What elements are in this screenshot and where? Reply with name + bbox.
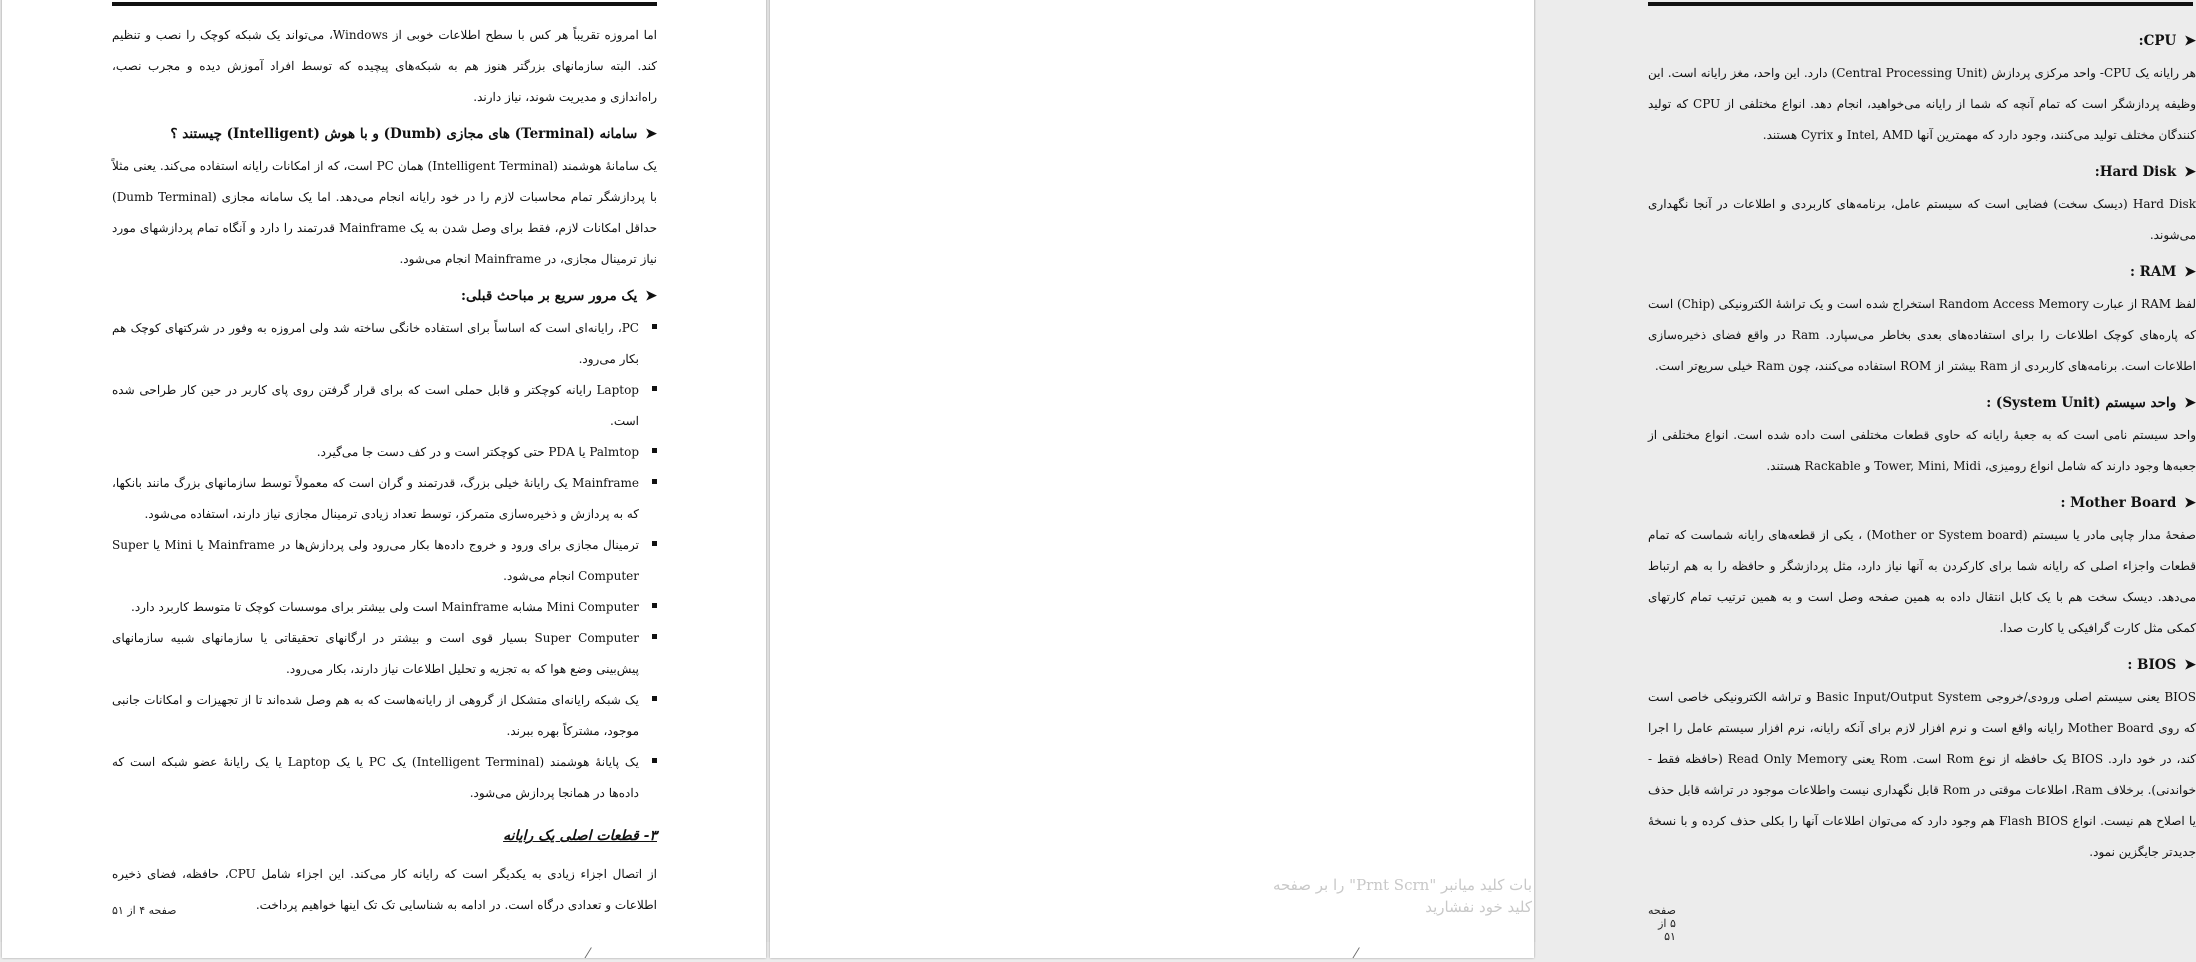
- review-list: [112, 313, 657, 809]
- arrow-bullet-icon: ➤: [2184, 395, 2196, 411]
- square-bullet-icon: [652, 448, 657, 453]
- page-corner-icon: ⁄: [1355, 946, 1358, 962]
- square-bullet-icon: [652, 541, 657, 546]
- terminal-paragraph: یک سامانهٔ هوشمند (Intelligent Terminal) همان PC است، که از امکانات رایانه استفاده می‌کند. یعنی مثلاً با پردازشگر تمام محاسبات لازم را در خود رایانه انجام می‌دهد. اما یک سامانه مجازی (Dumb Terminal) حداقل امکانات لازم، فقط برای وصل شدن به یک Mainframe قدرتمند را دارد و آنگاه تمام پردازشهای مورد نیاز ترمینال مجازی، در Mainframe انجام می‌شود.: [112, 159, 658, 266]
- heading-mother-board: ➤Mother Board :: [1648, 488, 2196, 518]
- list-item: Super Computer بسیار قوی است و بیشتر در ارگانهای تحقیقاتی یا سازمانهای شبیه سازمانهای پیش‌بینی وضع هوا که به تجزیه و تحلیل اطلاعات نیاز دارند، بکار می‌رود.: [112, 623, 657, 685]
- cpu-paragraph: هر رایانه یک CPU- واحد مرکزی پردازش (Central Processing Unit) دارد. این واحد، مغز رایانه است. این وظیفه پردازشگر است که تمام آنچه که شما از رایانه می‌خواهید، انجام دهد. انواع مختلفی از CPU که تولید کنندگان مختلف تولید می‌کنند، وجود دارد که مهمترین آنها Intel, AMD و Cyrix هستند.: [1648, 66, 2196, 142]
- page-5: [770, 0, 2196, 962]
- square-bullet-icon: [652, 696, 657, 701]
- square-bullet-icon: [652, 758, 657, 763]
- page-header-rule: [1648, 2, 2193, 6]
- arrow-bullet-icon: ➤: [2184, 33, 2196, 49]
- ram-paragraph: لفظ RAM از عبارت Random Access Memory استخراج شده است و یک تراشهٔ الکترونیکی (Chip) است که پاره‌های کوچک اطلاعات را برای استفاده‌های بعدی بخاطر می‌سپارد. Ram در واقع فضای ذخیره‌سازی اطلاعات است. برنامه‌های کاربردی از Ram بیشتر از ROM استفاده می‌کنند، چون Ram خیلی سریع‌تر است.: [1648, 297, 2196, 373]
- page-content: [112, 20, 657, 925]
- heading-ram: ➤RAM :: [1648, 257, 2196, 287]
- intro-paragraph: اما امروزه تقریباً هر کس با سطح اطلاعات خوبی از Windows، می‌تواند یک شبکه کوچک را نصب و تنظیم کند. البته سازمانهای بزرگتر هنوز هم به شبکه‌های پیچیده که توسط افراد آموزش دیده و مجرب نصب، راه‌اندازی و مدیریت شوند، نیاز دارند.: [112, 28, 657, 104]
- hard-disk-paragraph: Hard Disk (دیسک سخت) فضایی است که سیستم عامل، برنامه‌های کاربردی و اطلاعات در آنجا نگهداری می‌شوند.: [1648, 197, 2196, 242]
- heading-review: ➤یک مرور سریع بر مباحث قبلی:: [112, 281, 657, 311]
- list-item: Laptop رایانه کوچکتر و قابل حملی است که برای قرار گرفتن روی پای کاربر در حین کار طراحی شده است.: [112, 375, 657, 437]
- heading-terminal: ➤سامانه (Terminal) های مجازی (Dumb) و با هوش (Intelligent) چیستند ؟: [112, 119, 657, 149]
- square-bullet-icon: [652, 479, 657, 484]
- parts-paragraph: از اتصال اجزاء زیادی به یکدیگر است که رایانه کار می‌کند. این اجزاء شامل CPU، حافظه، فضای ذخیره اطلاعات و تعدادی درگاه است. در ادامه به شناسایی تک تک اینها خواهیم پرداخت.: [112, 867, 657, 912]
- list-item: یک شبکه رایانه‌ای متشکل از گروهی از رایانه‌هاست که به هم وصل شده‌اند تا از تجهیزات و امکانات جانبی موجود، مشترکاً بهره ببرند.: [112, 685, 657, 747]
- page-4: [2, 0, 766, 962]
- list-item: Palmtop یا PDA حتی کوچکتر است و در کف دست جا می‌گیرد.: [112, 437, 657, 468]
- system-unit-paragraph: واحد سیستم نامی است که به جعبهٔ رایانه که حاوی قطعات مختلفی است داده شده است. انواع مختلفی از جعبه‌ها وجود دارند که شامل انواع رومیزی، Tower, Mini, Midi و Rackable هستند.: [1648, 428, 2196, 473]
- screenshot-warning-overlay: بات کلید میانبر "Prnt Scrn" را بر صفحه کلید خود نفشارید: [1272, 876, 1532, 916]
- list-item: Mini Computer مشابه Mainframe است ولی بیشتر برای موسسات کوچک تا متوسط کاربرد دارد.: [112, 592, 657, 623]
- bios-paragraph: BIOS یعنی سیستم اصلی ورودی/خروجی Basic Input/Output System و تراشه الکترونیکی خاصی است که روی Mother Board رایانه واقع است و نرم افزار لازم برای آنکه رایانه، نرم افزار سیستم عامل را اجرا کند، در خود دارد. BIOS یک حافظه از نوع Rom است. Rom یعنی Read Only Memory (حافظه فقط - خواندنی). برخلاف Ram، اطلاعات موقتی در Rom قابل نگهداری نیست واطلاعات موجود در تراشه قابل حذف یا اصلاح هم نیست. انواع Flash BIOS هم وجود دارد که می‌توان اطلاعات آنها را بکلی حذف کرده و با نسخهٔ جدیدتر جایگزین نمود.: [1648, 690, 2196, 859]
- list-item: یک پایانهٔ هوشمند (Intelligent Terminal) یک PC یا یک Laptop یا یک رایانهٔ عضو شبکه است که داده‌ها در همانجا پردازش می‌شود.: [112, 747, 657, 809]
- heading-hard-disk: ➤Hard Disk:: [1648, 157, 2196, 187]
- arrow-bullet-icon: ➤: [2184, 264, 2196, 280]
- page-content: [1648, 20, 2196, 872]
- section-title-main-parts: ۳- قطعات اصلی یک رایانه: [503, 828, 657, 844]
- square-bullet-icon: [652, 634, 657, 639]
- square-bullet-icon: [652, 324, 657, 329]
- list-item: PC، رایانه‌ای است که اساساً برای استفاده خانگی ساخته شد ولی امروزه به وفور در شرکتهای کوچک هم بکار می‌رود.: [112, 313, 657, 375]
- arrow-bullet-icon: ➤: [2184, 657, 2196, 673]
- arrow-bullet-icon: ➤: [645, 126, 657, 142]
- square-bullet-icon: [652, 603, 657, 608]
- heading-bios: ➤BIOS :: [1648, 650, 2196, 680]
- list-item: Mainframe یک رایانهٔ خیلی بزرگ، قدرتمند و گران است که معمولاً توسط سازمانهای بزرگ مانند بانکها، که به پردازش و ذخیره‌سازی متمرکز، توسط تعداد زیادی ترمینال مجازی نیاز دارند، استفاده می‌شود.: [112, 468, 657, 530]
- heading-cpu: ➤CPU:: [1648, 26, 2196, 56]
- page-header-rule: [112, 2, 657, 6]
- page-number-footer: صفحه ۴ از ۵۱: [112, 904, 177, 917]
- arrow-bullet-icon: ➤: [2184, 164, 2196, 180]
- page-number-footer: صفحه ۵ از ۵۱: [1648, 904, 1676, 943]
- heading-system-unit: ➤واحد سیستم (System Unit) :: [1648, 388, 2196, 418]
- arrow-bullet-icon: ➤: [645, 288, 657, 304]
- square-bullet-icon: [652, 386, 657, 391]
- mother-board-paragraph: صفحهٔ مدار چاپی مادر یا سیستم (Mother or System board) ، یکی از قطعه‌های رایانه شماست که تمام قطعات واجزاء اصلی که رایانه شما برای کارکردن به آنها نیاز دارد، مثل پردازشگر و حافظه را به هم ارتباط می‌دهد. دیسک سخت هم با یک کابل انتقال داده به همین صفحه وصل است و به همین ترتیب تمام کارتهای کمکی مثل کارت گرافیکی یا کارت صدا.: [1648, 528, 2196, 635]
- page-corner-icon: ⁄: [587, 946, 590, 962]
- arrow-bullet-icon: ➤: [2184, 495, 2196, 511]
- list-item: ترمینال مجازی برای ورود و خروج داده‌ها بکار می‌رود ولی پردازش‌ها در Mainframe یا Mini یا Super Computer انجام می‌شود.: [112, 530, 657, 592]
